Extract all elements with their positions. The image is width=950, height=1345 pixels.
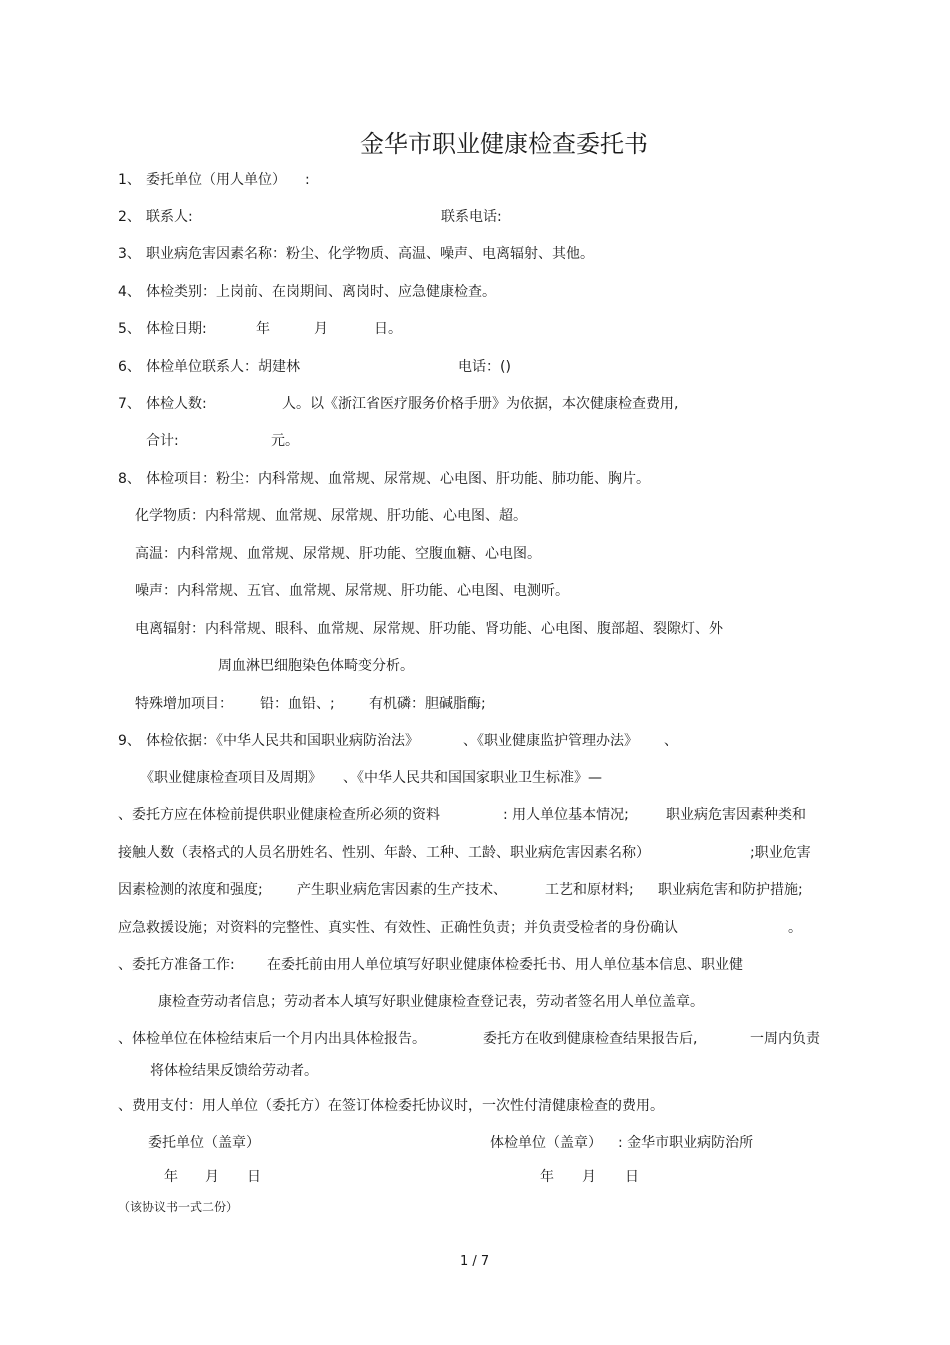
copies-note: （该协议书一式二份） [118,1200,239,1214]
report-clause: 将体检结果反馈给劳动者。 [150,1063,318,1079]
day-label: 日 [625,1169,639,1185]
preparation-clause: 、委托方准备工作: [118,957,235,973]
total-label: 合计: [146,433,179,449]
item-number: 7、 [118,396,141,412]
exam-items-heat-text: 高温：内科常规、血常规、尿常规、肝功能、空腹血糖、心电图。 [135,546,541,562]
special-items-label: 特殊增加项目： [135,696,233,712]
preparation-clause: 在委托前由用人单位填写好职业健康体检委托书、用人单位基本信息、职业健 [267,957,743,973]
exam-basis-items-cycle: 《职业健康检查项目及周期》 [140,770,322,786]
month-label: 月 [314,321,328,337]
materials-clause: : 用人单位基本情况; [503,807,629,823]
materials-clause: 因素检测的浓度和强度; [118,882,263,898]
month-label: 月 [582,1169,596,1185]
exam-unit-seal-label: 体检单位（盖章） [490,1135,602,1151]
exam-items-chemical-text: 化学物质：内科常规、血常规、尿常规、肝功能、心电图、超。 [135,508,527,524]
exam-basis-standard: 、《中华人民共和国国家职业卫生标准》— [343,770,602,786]
materials-clause: 接触人数（表格式的人员名册姓名、性别、年龄、工种、工龄、职业病危害因素名称） [118,845,650,861]
special-items-organophosphorus: 有机磷：胆碱脂酶; [369,696,486,712]
exam-basis-text: 体检依据：《中华人民共和国职业病防治法》 [146,733,419,749]
exam-items-radiation-continued: 周血淋巴细胞染色体畸变分析。 [218,658,414,674]
document-title: 金华市职业健康检查委托书 [360,130,648,158]
materials-clause: 职业病危害和防护措施; [658,882,803,898]
commissioning-unit-label: 委托单位（用人单位） [146,172,286,188]
report-clause: 委托方在收到健康检查结果报告后, [483,1031,698,1047]
exam-items-noise-text: 噪声：内科常规、五官、血常规、尿常规、肝功能、心电图、电测听。 [135,583,569,599]
exam-unit-phone-text: 电话：() [458,359,511,375]
colon: : [305,172,310,188]
materials-clause: 职业病危害因素种类和 [666,807,806,823]
year-label: 年 [540,1169,554,1185]
exam-headcount-label: 体检人数: [146,396,207,412]
exam-items-dust-text: 体检项目：粉尘：内科常规、血常规、尿常规、心电图、肝功能、肺功能、胸片。 [146,471,650,487]
contact-person-label: 联系人: [146,209,193,225]
hazard-factors-text: 职业病危害因素名称：粉尘、化学物质、高温、噪声、电离辐射、其他。 [146,246,594,262]
materials-clause: ;职业危害 [750,845,811,861]
month-label: 月 [205,1169,219,1185]
item-number: 3、 [118,246,141,262]
item-number: 9、 [118,733,141,749]
item-number: 8、 [118,471,141,487]
year-label: 年 [256,321,270,337]
materials-clause: 。 [788,920,802,936]
payment-clause: 、费用支付：用人单位（委托方）在签订体检委托协议时，一次性付清健康检查的费用。 [118,1098,664,1114]
item-number: 4、 [118,284,141,300]
year-label: 年 [164,1169,178,1185]
contact-phone-label: 联系电话: [441,209,502,225]
report-clause: 一周内负责 [750,1031,820,1047]
materials-clause: 、委托方应在体检前提供职业健康检查所必须的资料 [118,807,440,823]
commissioning-unit-seal-label: 委托单位（盖章） [148,1135,260,1151]
materials-clause: 产生职业病危害因素的生产技术、 [297,882,507,898]
item-number: 5、 [118,321,141,337]
exam-basis-regulation: 、《职业健康监护管理办法》 [463,733,638,749]
separator: 、 [664,733,678,749]
item-number: 1、 [118,172,141,188]
preparation-clause: 康检查劳动者信息；劳动者本人填写好职业健康检查登记表，劳动者签名用人单位盖章。 [158,994,704,1010]
item-number: 2、 [118,209,141,225]
currency-unit: 元。 [271,433,299,449]
item-number: 6、 [118,359,141,375]
exam-unit-contact-text: 体检单位联系人：胡建林 [146,359,300,375]
day-label: 日 [247,1169,261,1185]
fee-basis-text: 人。以《浙江省医疗服务价格手册》为依据，本次健康检查费用, [282,396,679,412]
report-clause: 、体检单位在体检结束后一个月内出具体检报告。 [118,1031,426,1047]
exam-date-label: 体检日期: [146,321,207,337]
special-items-lead: 铅：血铅、; [260,696,335,712]
exam-items-radiation-text: 电离辐射：内科常规、眼科、血常规、尿常规、肝功能、肾功能、心电图、腹部超、裂隙灯、外 [135,621,723,637]
page-number: 1 / 7 [460,1254,490,1269]
materials-clause: 工艺和原材料; [545,882,634,898]
exam-unit-name: : 金华市职业病防治所 [618,1135,754,1151]
materials-clause: 应急救援设施；对资料的完整性、真实性、有效性、正确性负责；并负责受检者的身份确认 [118,920,678,936]
day-label: 日。 [374,321,402,337]
exam-category-text: 体检类别：上岗前、在岗期间、离岗时、应急健康检查。 [146,284,496,300]
